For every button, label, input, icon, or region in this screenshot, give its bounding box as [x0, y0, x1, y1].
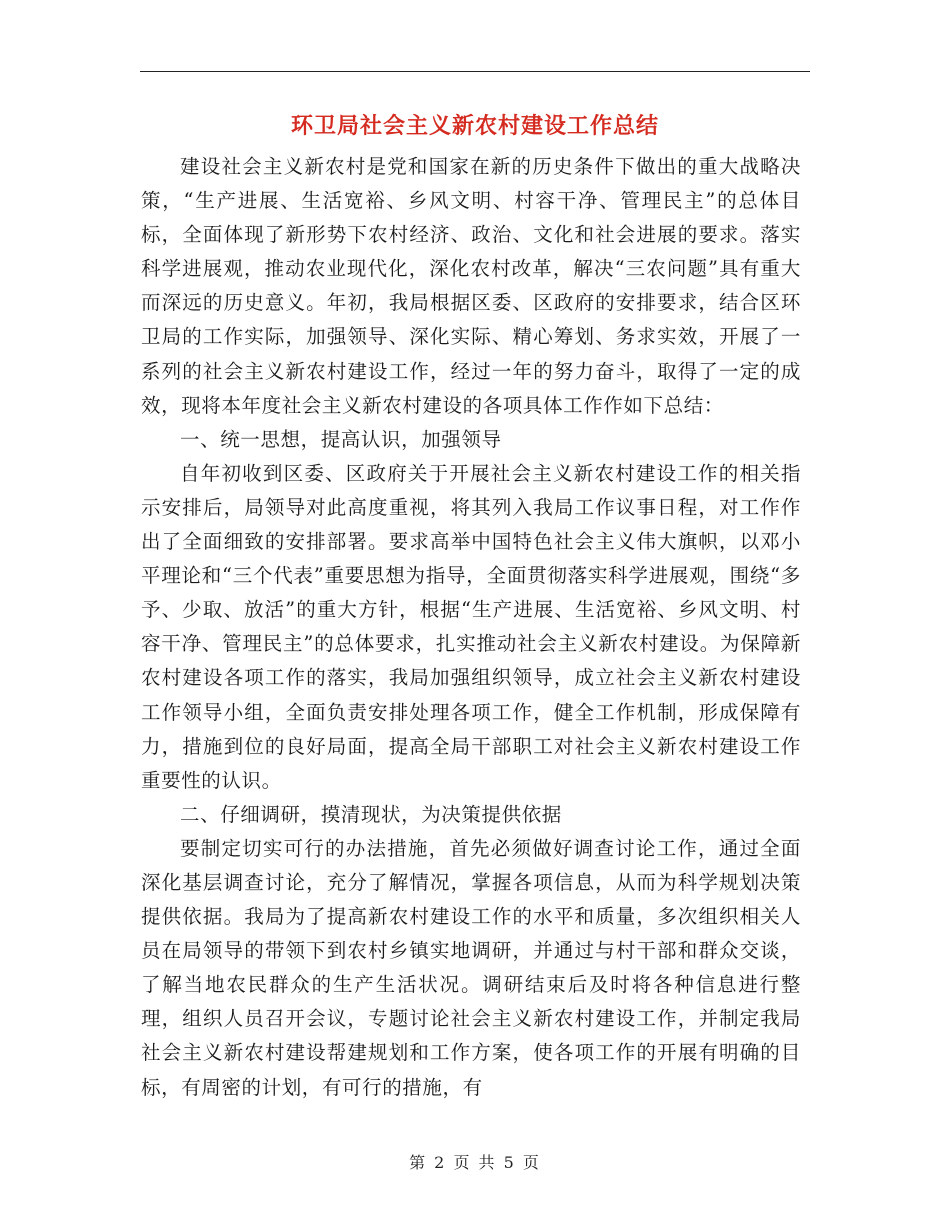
paragraph-section-1: 自年初收到区委、区政府关于开展社会主义新农村建设工作的相关指示安排后，局领导对此高度重视，将其列入我局工作议事日程，对工作作出了全面细致的安排部署。要求高举中国特色社会主义伟大旗帜，以邓小平理论和“三个代表”重要思想为指导，全面贯彻落实科学进展观，围绕“多予、少取、放活”的重大方针，根据“生产进展、生活宽裕、乡风文明、村容干净、管理民主”的总体要求，扎实推动社会主义新农村建设。为保障新农村建设各项工作的落实，我局加强组织领导，成立社会主义新农村建设工作领导小组，全面负责安排处理各项工作，健全工作机制，形成保障有力，措施到位的良好局面，提高全局干部职工对社会主义新农村建设工作重要性的认识。: [141, 461, 801, 792]
header-rule: [140, 71, 810, 72]
page-number-footer: 第 2 页 共 5 页: [409, 1153, 541, 1172]
section-heading-1: 一、统一思想，提高认识，加强领导: [180, 427, 502, 451]
document-title: 环卫局社会主义新农村建设工作总结: [290, 113, 659, 139]
section-heading-2: 二、仔细调研，摸清现状，为决策提供依据: [180, 802, 562, 826]
document-body: [141, 150, 801, 1105]
paragraph-section-2: 要制定切实可行的办法措施，首先必须做好调查讨论工作，通过全面深化基层调查讨论，充分了解情况，掌握各项信息，从而为科学规划决策提供依据。我局为了提高新农村建设工作的水平和质量，多次组织相关人员在局领导的带领下到农村乡镇实地调研，并通过与村干部和群众交谈，了解当地农民群众的生产生活状况。调研结束后及时将各种信息进行整理，组织人员召开会议，专题讨论社会主义新农村建设工作，并制定我局社会主义新农村建设帮建规划和工作方案，使各项工作的开展有明确的目标，有周密的计划，有可行的措施，有: [141, 836, 801, 1099]
paragraph-intro: 建设社会主义新农村是党和国家在新的历史条件下做出的重大战略决策，“生产进展、生活宽裕、乡风文明、村容干净、管理民主”的总体目标，全面体现了新形势下农村经济、政治、文化和社会进展的要求。落实科学进展观，推动农业现代化，深化农村改革，解决“三农问题”具有重大而深远的历史意义。年初，我局根据区委、区政府的安排要求，结合区环卫局的工作实际，加强领导、深化实际、精心筹划、务求实效，开展了一系列的社会主义新农村建设工作，经过一年的努力奋斗，取得了一定的成效，现将本年度社会主义新农村建设的各项具体工作作如下总结：: [141, 155, 801, 417]
